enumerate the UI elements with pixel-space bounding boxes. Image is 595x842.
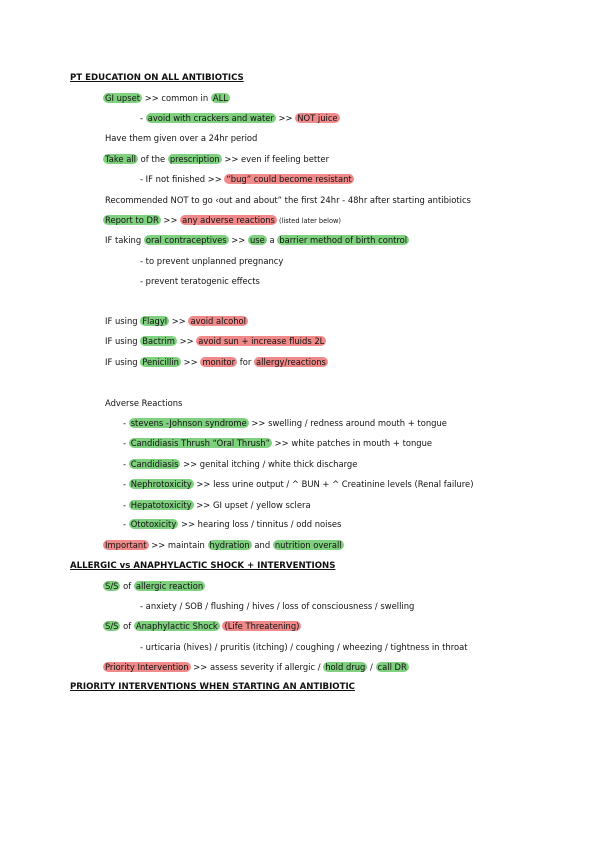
note-text: PT EDUCATION ON ALL ANTIBIOTICS — [70, 73, 244, 83]
section-heading — [70, 560, 335, 572]
note-line — [140, 600, 414, 612]
note-line — [123, 458, 357, 470]
green-highlight: use — [249, 235, 265, 245]
note-text: >> less urine output / ^ BUN + ^ Creatinine levels (Renal failure) — [193, 479, 474, 489]
note-text: - — [123, 459, 129, 469]
green-highlight: Ototoxicity — [130, 519, 177, 529]
note-text: - anxiety / SOB / flushing / hives / loss of consciousness / swelling — [140, 601, 415, 611]
note-line — [123, 478, 473, 490]
note-text: for — [237, 357, 254, 367]
green-highlight: ALL — [212, 93, 228, 103]
note-line — [105, 234, 409, 246]
note-line — [105, 397, 182, 409]
note-text: - IF not finished >> — [140, 174, 225, 184]
green-highlight: avoid with crackers and water — [147, 113, 274, 123]
note-text: - — [123, 438, 129, 448]
red-highlight: any adverse reactions — [182, 215, 275, 225]
green-highlight: barrier method of birth control — [279, 235, 408, 245]
green-highlight: Nephrotoxicity — [130, 479, 192, 489]
green-highlight: S/S — [105, 581, 119, 591]
note-line — [123, 499, 311, 511]
note-text: a — [266, 235, 278, 245]
red-highlight: (Life Threatening) — [224, 621, 300, 631]
note-text: Recommended NOT to go ‹out and about” the first 24hr - 48hr after starting antibiotics — [105, 195, 471, 205]
note-text: of the — [138, 154, 168, 164]
note-text: PRIORITY INTERVENTIONS WHEN STARTING AN ANTIBIOTIC — [70, 682, 355, 692]
note-text: (listed later below) — [276, 217, 342, 225]
red-highlight: Priority Intervention — [105, 662, 189, 672]
green-highlight: hydration — [209, 540, 250, 550]
green-highlight: allergic reaction — [135, 581, 204, 591]
note-line — [140, 641, 468, 653]
note-text: - — [123, 418, 129, 428]
note-text: IF using — [105, 336, 141, 346]
green-highlight: Anaphylactic Shock — [135, 621, 218, 631]
note-line — [105, 356, 328, 368]
note-text: >> — [160, 215, 181, 225]
note-text: IF using — [105, 316, 141, 326]
green-highlight: Bactrim — [142, 336, 175, 346]
red-highlight: NOT juice — [297, 113, 338, 123]
note-text: >> GI upset / yellow sclera — [193, 500, 311, 510]
note-text: of — [120, 581, 134, 591]
green-highlight: Flagyl — [142, 316, 168, 326]
note-line — [123, 437, 432, 449]
note-text: >> assess severity if allergic / — [190, 662, 324, 672]
note-text: >> even if feeling better — [221, 154, 330, 164]
green-highlight: stevens -Johnson syndrome — [130, 418, 247, 428]
note-text: Adverse Reactions — [105, 398, 183, 408]
green-highlight: oral contraceptives — [145, 235, 227, 245]
green-highlight: Candidiasis — [130, 459, 179, 469]
note-text: / — [367, 662, 376, 672]
green-highlight: GI upset — [105, 93, 141, 103]
note-line — [105, 335, 326, 347]
red-highlight: allergy/reactions — [255, 357, 326, 367]
note-line — [103, 214, 341, 226]
note-text: - to prevent unplanned pregnancy — [140, 256, 284, 266]
note-text: IF taking — [105, 235, 144, 245]
red-highlight: monitor — [202, 357, 236, 367]
note-text: >> — [181, 357, 201, 367]
note-line — [105, 194, 471, 206]
note-line — [140, 275, 260, 287]
note-text: - — [123, 519, 129, 529]
note-text: >> maintain — [148, 540, 208, 550]
note-line — [140, 112, 340, 124]
note-line — [103, 153, 329, 165]
note-line — [103, 92, 230, 104]
note-line — [140, 173, 354, 185]
note-text: and — [251, 540, 273, 550]
green-highlight: Penicillin — [142, 357, 179, 367]
note-text: - — [123, 479, 129, 489]
green-highlight: Take all — [105, 154, 137, 164]
note-text: >> white patches in mouth + tongue — [272, 438, 433, 448]
note-text: >> — [169, 316, 189, 326]
green-highlight: hold drug — [325, 662, 366, 672]
note-text: Have them given over a 24hr period — [105, 133, 258, 143]
note-text: ALLERGIC vs ANAPHYLACTIC SHOCK + INTERVENTIONS — [70, 561, 336, 571]
note-line — [103, 580, 205, 592]
green-highlight: nutrition overall — [274, 540, 342, 550]
note-text: IF using — [105, 357, 141, 367]
note-line — [105, 132, 257, 144]
note-text: - — [123, 500, 129, 510]
red-highlight: Important — [105, 540, 147, 550]
green-highlight: prescription — [169, 154, 220, 164]
note-text: >> swelling / redness around mouth + tongue — [248, 418, 447, 428]
note-text: >> hearing loss / tinnitus / odd noises — [178, 519, 342, 529]
note-line — [103, 539, 344, 551]
note-text: >> genital itching / white thick discharge — [180, 459, 358, 469]
green-highlight: Report to DR — [105, 215, 159, 225]
note-text: - — [140, 113, 146, 123]
note-line — [103, 620, 301, 632]
note-line — [103, 661, 409, 673]
note-text: >> common in — [142, 93, 211, 103]
section-heading — [70, 72, 244, 84]
note-line — [123, 518, 341, 530]
red-highlight: avoid alcohol — [190, 316, 246, 326]
section-heading — [70, 681, 355, 693]
note-text: >> — [275, 113, 296, 123]
green-highlight: Hepatotoxicity — [130, 500, 192, 510]
red-highlight: avoid sun + increase fluids 2L — [198, 336, 325, 346]
red-highlight: “bug” could become resistant — [226, 174, 352, 184]
note-text: >> — [176, 336, 197, 346]
note-line — [140, 255, 283, 267]
note-text: - prevent teratogenic effects — [140, 276, 260, 286]
green-highlight: Candidiasis Thrush “Oral Thrush” — [130, 438, 270, 448]
note-line — [123, 417, 447, 429]
green-highlight: S/S — [105, 621, 119, 631]
green-highlight: call DR — [377, 662, 407, 672]
note-text: >> — [228, 235, 248, 245]
note-line — [105, 315, 248, 327]
note-text: of — [120, 621, 134, 631]
note-text: - urticaria (hives) / pruritis (itching) / coughing / wheezing / tightness in throat — [140, 642, 468, 652]
